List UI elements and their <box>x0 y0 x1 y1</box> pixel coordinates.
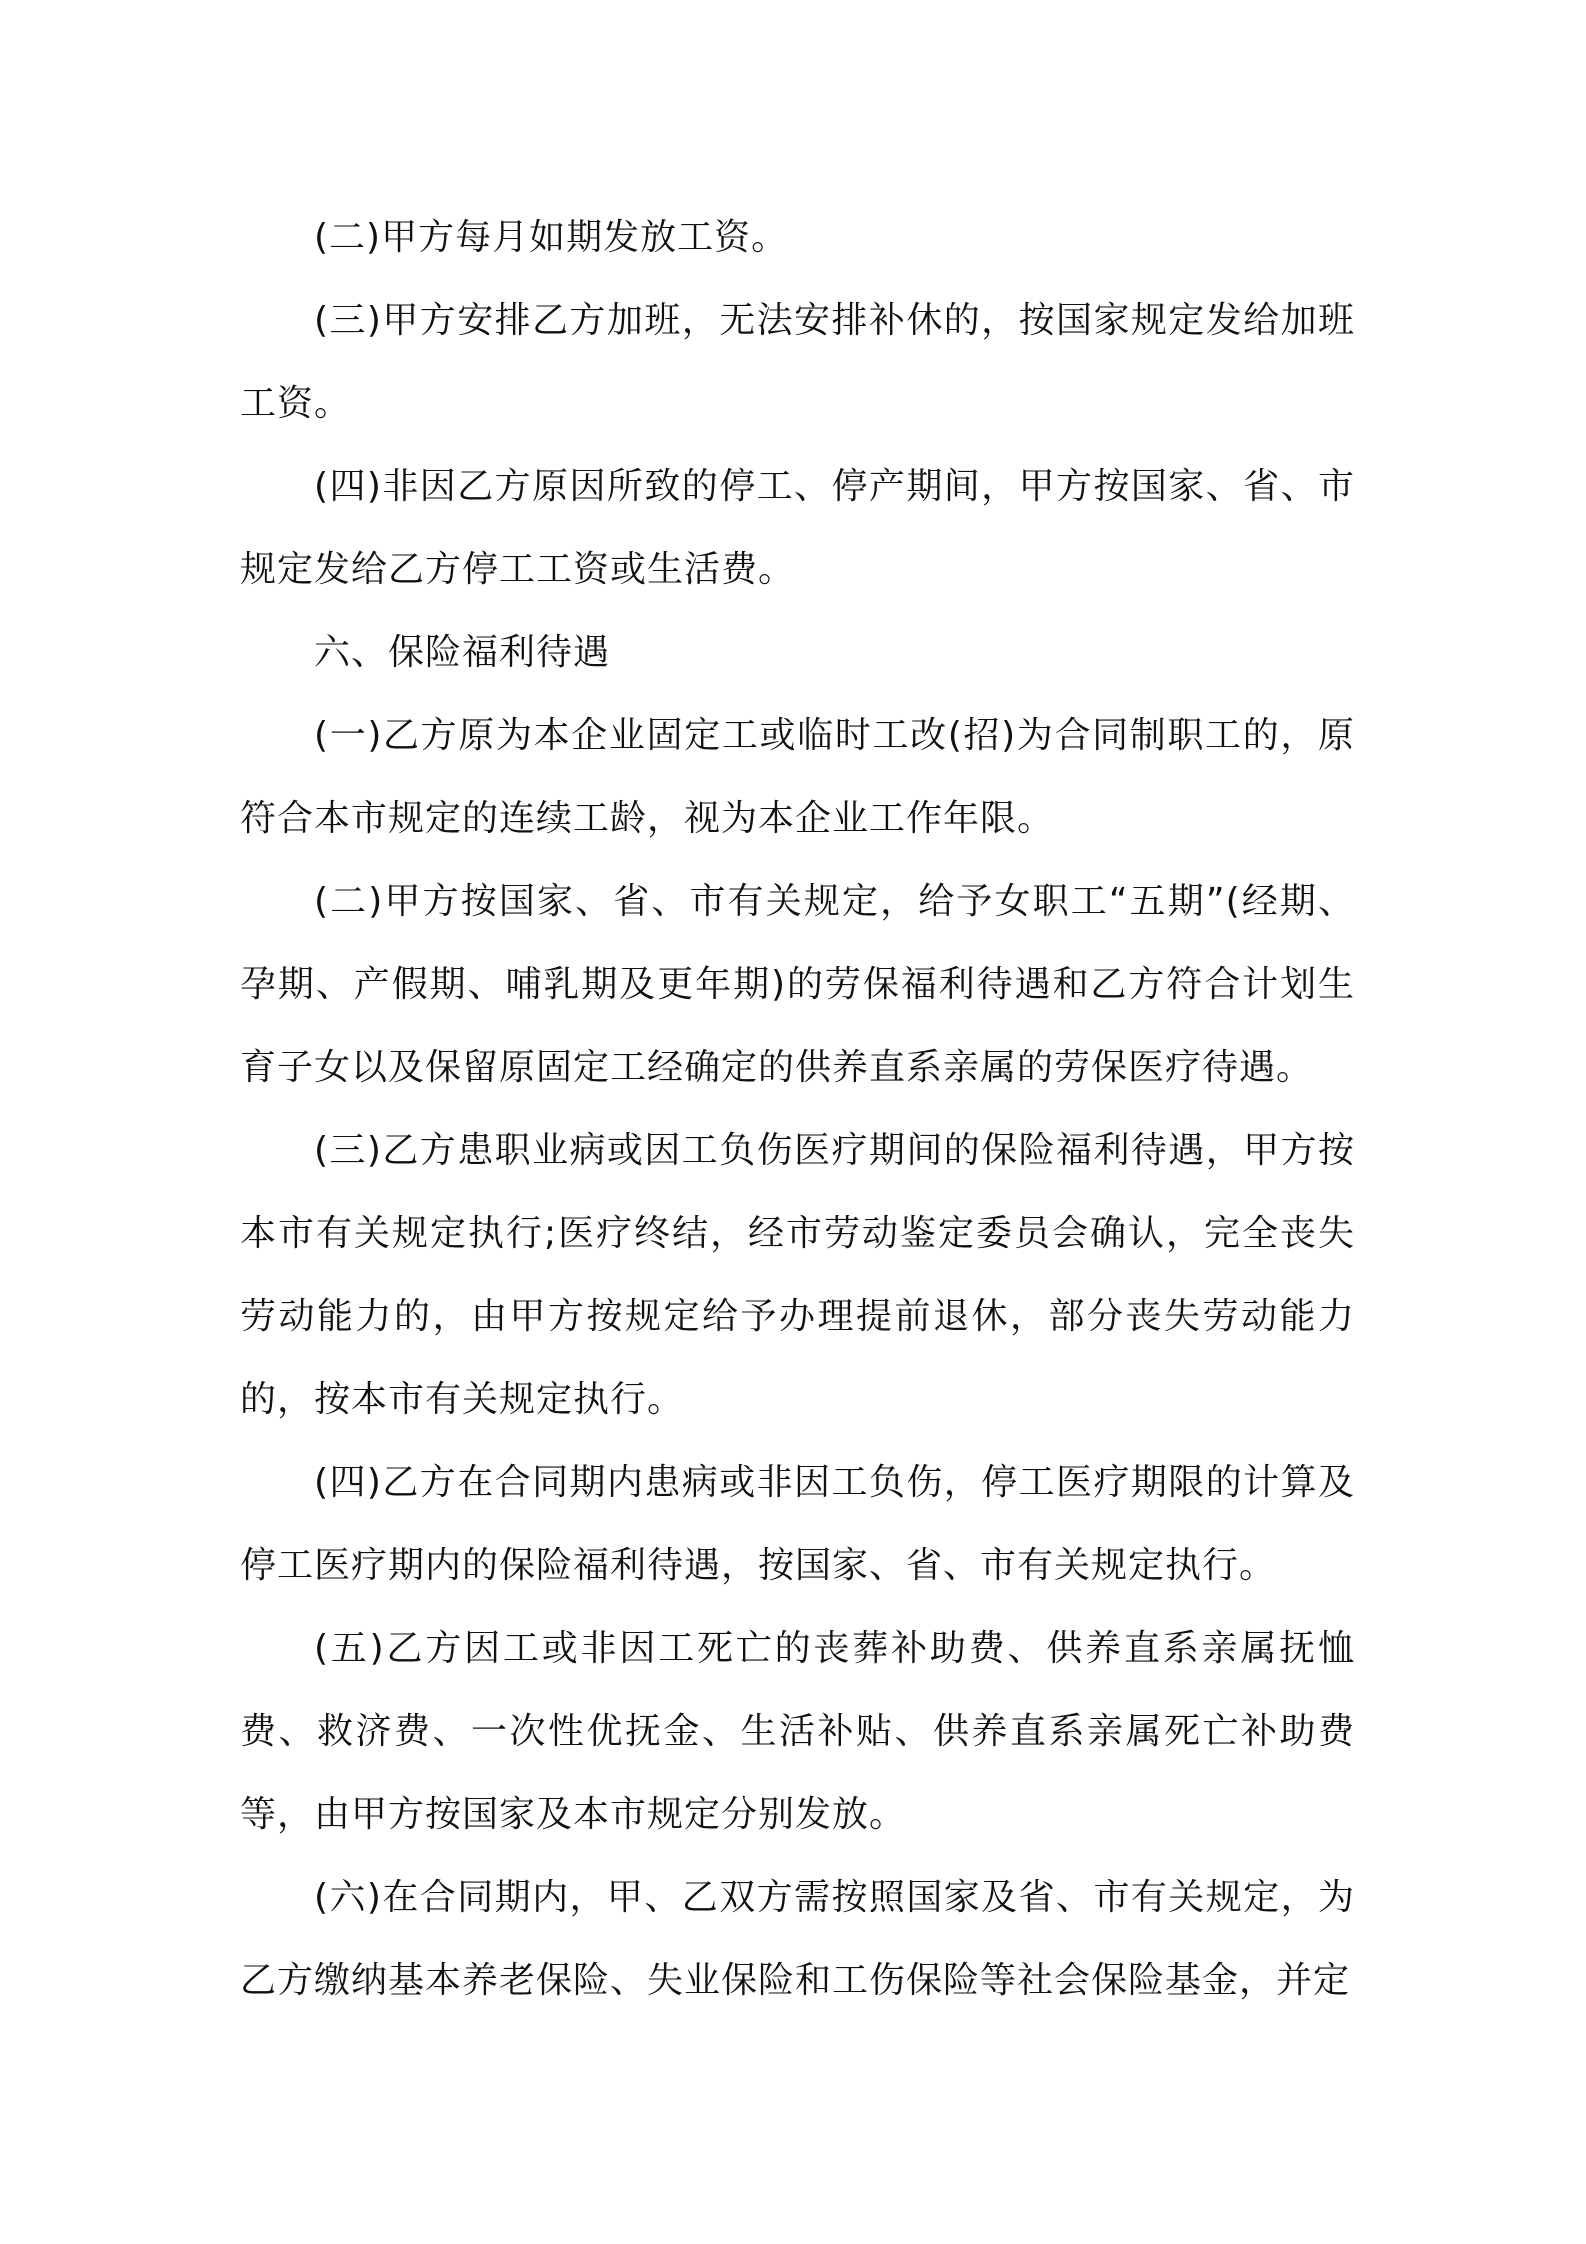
paragraph-overtime-pay: (三)甲方安排乙方加班，无法安排补休的，按国家规定发给加班工资。 <box>240 300 1355 424</box>
paragraph-sick-leave: (四)乙方在合同期内患病或非因工负伤，停工医疗期限的计算及停工医疗期内的保险福利待遇，按国家、省、市有关规定执行。 <box>240 1462 1355 1586</box>
paragraph-stoppage-pay: (四)非因乙方原因所致的停工、停产期间，甲方按国家、省、市规定发给乙方停工工资或生活费。 <box>240 466 1355 590</box>
section-heading-insurance-welfare: 六、保险福利待遇 <box>314 632 611 673</box>
paragraph-female-staff-benefits: (二)甲方按国家、省、市有关规定，给予女职工“五期”(经期、孕期、产假期、哺乳期及更年期)的劳保福利待遇和乙方符合计划生育子女以及保留原固定工经确定的供养直系亲属的劳保医疗待遇。 <box>240 881 1355 1088</box>
paragraph-death-benefits: (五)乙方因工或非因工死亡的丧葬补助费、供养直系亲属抚恤费、救济费、一次性优抚金、生活补贴、供养直系亲属死亡补助费等，由甲方按国家及本市规定分别发放。 <box>240 1628 1355 1835</box>
paragraph-social-insurance: (六)在合同期内，甲、乙双方需按照国家及省、市有关规定，为乙方缴纳基本养老保险、失业保险和工伤保险等社会保险基金，并定 <box>240 1877 1355 2001</box>
paragraph-seniority: (一)乙方原为本企业固定工或临时工改(招)为合同制职工的，原符合本市规定的连续工龄，视为本企业工作年限。 <box>240 715 1355 839</box>
document-body <box>240 196 1355 2022</box>
paragraph-occupational-injury: (三)乙方患职业病或因工负伤医疗期间的保险福利待遇，甲方按本市有关规定执行;医疗终结，经市劳动鉴定委员会确认，完全丧失劳动能力的，由甲方按规定给予办理提前退休，部分丧失劳动能力的，按本市有关规定执行。 <box>240 1130 1355 1420</box>
paragraph-wages-monthly: (二)甲方每月如期发放工资。 <box>314 217 789 258</box>
